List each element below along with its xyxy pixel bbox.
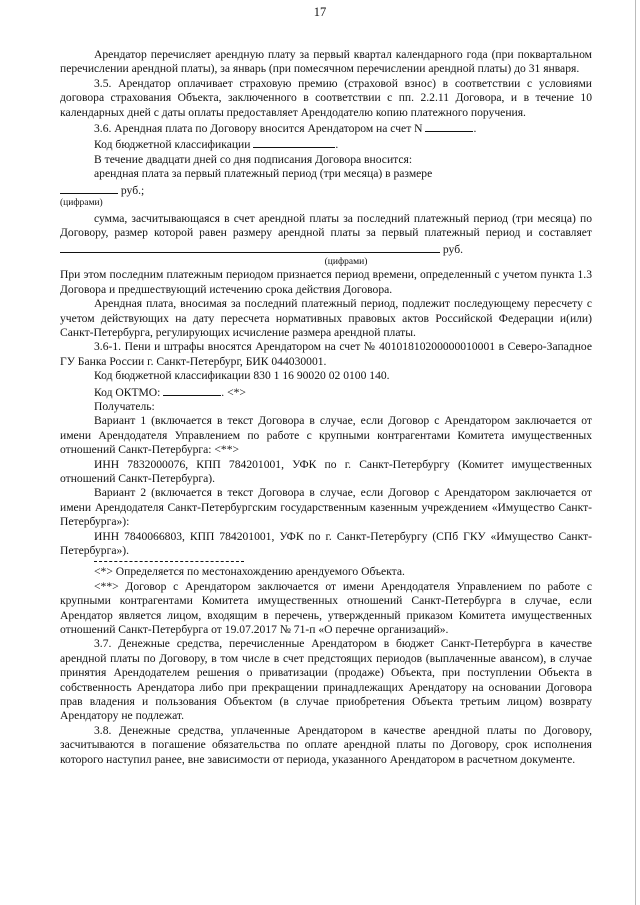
rub-suffix: руб.; — [120, 183, 145, 197]
summa-text: сумма, засчитывающаяся в счет арендной платы за последний платежный период (три месяца) по Договору, размер которой равен размеру арендной платы за первый платежный период и составляет — [60, 212, 592, 240]
footnote-1: <*> Определяется по местонахождению арендуемого Объекта. — [94, 565, 405, 579]
summa-paragraph — [60, 212, 592, 257]
paragraph-3-5: 3.5. Арендатор оплачивает страховую премию (страховой взнос) в соответствии с условиями договора страхования Объекта, заключенного в соответствии с пп. 2.2.11 Договора, и в течение 10 календарных дней с даты оплаты предоставляет Арендодателю копию платежного поручения. — [60, 76, 592, 119]
paragraph-3-6 — [60, 120, 592, 136]
paragraph-3-6-end: . — [473, 122, 477, 136]
paragraph-first-quarter: Арендатор перечисляет арендную плату за первый квартал календарного года (при поквартальном перечислении арендной платы), за январь (при помесячном перечислении арендной платы) до 31 января. — [60, 48, 592, 76]
oktmo-line — [60, 384, 592, 400]
kbk2-line: Код бюджетной классификации 830 1 16 90020 02 0100 140. — [94, 369, 390, 383]
first-period-amount-line — [60, 182, 592, 198]
paragraph-3-8: 3.8. Денежные средства, уплаченные Арендатором в качестве арендной платы по Договору, засчитываются в погашение обязательства по оплате арендной платы по Договору, срок исполнения которого наступил ранее, вне зависимости от периода, указанного Арендатором в расчетном документе. — [60, 723, 592, 766]
paragraph-3-7: 3.7. Денежные средства, перечисленные Арендатором в бюджет Санкт-Петербурга в качестве арендной платы по Договору, в том числе в счет предстоящих периодов (выплаченные авансом), в случае принятия Арендодателем решения о приватизации (продаже) Объекта, при поступлении Объекта в собственность Арендатора либо при прекращении принадлежащих Арендатору на основании Договора прав владения и пользования Объектом (в случае приобретения Объекта третьим лицом) возврату Арендатору не подлежат. — [60, 637, 592, 723]
inn-1-paragraph: ИНН 7832000076, КПП 784201001, УФК по г. Санкт-Петербургу (Комитет имущественных отношений Санкт-Петербурга). — [60, 457, 592, 485]
cifry-label-1: (цифрами) — [60, 198, 103, 209]
first-period-line: арендная плата за первый платежный период (три месяца) в размере — [94, 167, 433, 181]
oktmo-end: . <*> — [221, 385, 246, 399]
footnote-separator — [94, 561, 244, 562]
kbk-line — [60, 136, 592, 152]
recipient-label: Получатель: — [94, 399, 155, 413]
document-body — [60, 48, 592, 767]
twenty-days-line: В течение двадцати дней со дня подписания Договора вносится: — [94, 152, 413, 166]
recalc-paragraph: Арендная плата, вносимая за последний платежный период, подлежит последующему пересчету с учетом действующих на дату пересчета нормативных правовых актов Российской Федерации и(или) Санкт-Петербурга, регулирующих исчисление размера арендной платы. — [60, 297, 592, 339]
scan-edge — [635, 0, 636, 905]
kbk-end: . — [335, 138, 339, 152]
kbk-label: Код бюджетной классификации — [94, 138, 251, 152]
cifry-label-2: (цифрами) — [324, 257, 368, 268]
variant-2-paragraph: Вариант 2 (включается в текст Договора в случае, если Договор с Арендатором заключается от имени Арендодателя Санкт-Петербургским государственным казенным учреждением «Имущество Санкт-Петербурга»): — [60, 486, 592, 529]
inn-2-paragraph: ИНН 7840066803, КПП 784201001, УФК по г. Санкт-Петербургу (СПб ГКУ «Имущество Санкт-Петербурга»). — [60, 529, 592, 557]
variant-1-paragraph: Вариант 1 (включается в текст Договора в случае, если Договор с Арендатором заключается от имени Арендодателя Управлением по работе с крупными контрагентами Комитета имущественных отношений Санкт-Петербурга: <**> — [60, 414, 592, 457]
kbk-blank — [253, 136, 335, 148]
oktmo-blank — [163, 384, 221, 396]
oktmo-label: Код ОКТМО: — [94, 385, 161, 399]
footnote-2: <**> Договор с Арендатором заключается от имени Арендодателя Управлением по работе с крупными контрагентами Комитета имущественных отношений Санкт-Петербурга в случае, если Арендатор является лицом, входящим в перечень, утвержденный приказом Комитета имущественных отношений Санкт-Петербурга от 19.07.2017 № 71-п «О перечне организаций». — [60, 579, 592, 637]
paragraph-3-6-1: 3.6-1. Пени и штрафы вносятся Арендатором на счет № 40101810200000010001 в Северо-Западное ГУ Банка России г. Санкт-Петербург, БИК 044030001. — [60, 340, 592, 368]
page-number: 17 — [313, 5, 327, 19]
paragraph-3-6-text: 3.6. Арендная плата по Договору вносится Арендатором на счет N — [94, 122, 423, 136]
account-number-blank — [425, 120, 473, 132]
first-period-amount-blank — [60, 182, 118, 194]
summa-amount-blank — [60, 241, 440, 253]
last-period-paragraph: При этом последним платежным периодом признается период времени, определенный с учетом пункта 1.3 Договора и предшествующий истечению срока действия Договора. — [60, 268, 592, 296]
rub-suffix-2: руб. — [442, 242, 463, 256]
